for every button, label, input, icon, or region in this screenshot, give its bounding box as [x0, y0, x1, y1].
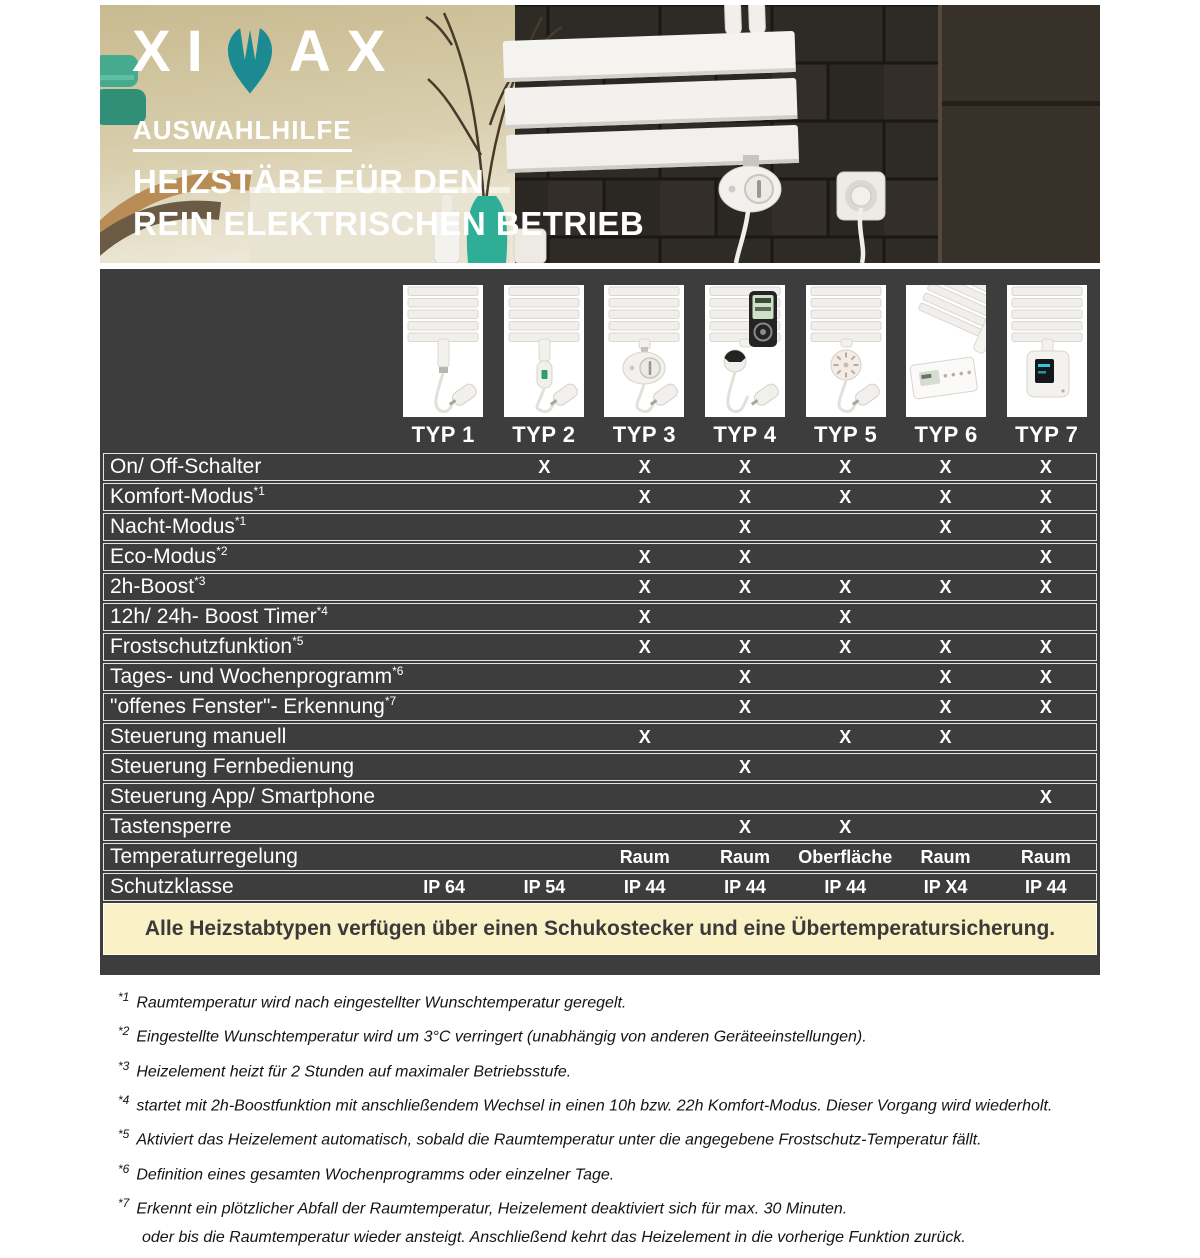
feature-label: Schutzklasse [110, 875, 234, 898]
feature-row [103, 663, 1097, 691]
feature-label: 12h/ 24h- Boost Timer$^{*4}$ [110, 604, 328, 628]
feature-cell: Raum [719, 847, 770, 867]
feature-cell [394, 844, 494, 870]
feature-row [103, 633, 1097, 661]
feature-label: Frostschutzfunktion$^{*5}$ [110, 634, 304, 658]
footnote-marker: *4 [316, 604, 328, 618]
feature-cell [494, 604, 594, 630]
feature-cell [494, 754, 594, 780]
type-label: TYP 1 [411, 422, 475, 447]
rod-with-switch-icon [504, 285, 584, 417]
feature-cell: IP 54 [523, 877, 566, 897]
feature-cell: X [1039, 577, 1052, 597]
logo-text-left: XI [132, 19, 219, 84]
footnote-line [118, 1058, 1100, 1080]
feature-cell: X [738, 697, 751, 717]
feature-cell: X [638, 607, 651, 627]
feature-row [103, 453, 1097, 481]
feature-cell: X [1039, 787, 1052, 807]
feature-cell [595, 694, 695, 720]
footnote-text: Heizelement heizt für 2 Stunden auf maximaler Betriebsstufe. [136, 1062, 572, 1080]
feature-cell: X [1039, 547, 1052, 567]
product-image-row [103, 285, 1097, 417]
feature-label: Tastensperre [110, 815, 232, 838]
feature-cell [494, 484, 594, 510]
feature-cell: IP 44 [623, 877, 666, 897]
feature-label: On/ Off-Schalter [110, 455, 262, 478]
ximax-logo [132, 21, 401, 99]
product-image-typ-7 [1007, 285, 1087, 417]
feature-cell [595, 664, 695, 690]
feature-cell: Raum [619, 847, 670, 867]
feature-cell: X [738, 547, 751, 567]
feature-row [103, 543, 1097, 571]
footnote-text: Erkennt ein plötzlicher Abfall der Raumtemperatur, Heizelement deaktiviert sich für max. 30 Minuten. [136, 1200, 848, 1218]
feature-row [103, 813, 1097, 841]
feature-cell [494, 634, 594, 660]
footnote-marker: *7 [118, 1195, 130, 1210]
feature-row [103, 693, 1097, 721]
feature-cell [895, 814, 995, 840]
feature-cell [394, 694, 494, 720]
footnote-marker: *3 [194, 574, 206, 588]
feature-cell: X [738, 757, 751, 777]
feature-cell: X [839, 637, 852, 657]
feature-cell: X [638, 487, 651, 507]
type-label: TYP 6 [914, 422, 978, 447]
product-image-typ-1 [403, 285, 483, 417]
eyebrow-auswahlhilfe: AUSWAHLHILFE [133, 115, 352, 152]
feature-cell [895, 784, 995, 810]
feature-cell [394, 514, 494, 540]
footnote-marker: *1 [253, 484, 265, 498]
feature-cell: X [839, 457, 852, 477]
footnote-marker: *1 [118, 990, 130, 1004]
feature-cell [895, 754, 995, 780]
product-image-typ-2 [504, 285, 584, 417]
feature-cell: X [1039, 697, 1052, 717]
feature-cell [996, 814, 1096, 840]
footnote-text: oder bis die Raumtemperatur wieder ansteigt. Anschließend kehrt das Heizelement in die vorherige Funktion zurück. [142, 1229, 966, 1247]
feature-cell [394, 574, 494, 600]
footnote-marker: *3 [118, 1058, 130, 1073]
feature-cell [394, 454, 494, 480]
feature-cell: X [1039, 487, 1052, 507]
feature-label: Tages- und Wochenprogramm$^{*6}$ [110, 664, 404, 688]
footnote-line [118, 989, 1100, 1011]
feature-cell [394, 544, 494, 570]
footnote-line [118, 1023, 1100, 1045]
feature-cell [695, 604, 795, 630]
feature-cell [895, 604, 995, 630]
feature-cell: X [839, 607, 852, 627]
product-image-typ-6 [906, 285, 986, 417]
feature-cell: Raum [1020, 847, 1071, 867]
feature-cell: X [738, 517, 751, 537]
footnote-marker: *2 [216, 544, 228, 558]
round-unit-remote-icon [705, 285, 785, 417]
feature-cell [394, 784, 494, 810]
square-smart-unit-icon [1007, 285, 1087, 417]
oval-dial-unit-icon [604, 285, 684, 417]
footnote-text: startet mit 2h-Boostfunktion mit anschließendem Wechsel in einen 10h bzw. 22h Komfort-Modus. Dieser Vorgang wird wiederholt. [136, 1097, 1053, 1115]
feature-label: "offenes Fenster"- Erkennung$^{*7}$ [110, 694, 397, 718]
thermostat-dial-icon [806, 285, 886, 417]
control-panel-icon [906, 285, 986, 417]
feature-row [103, 513, 1097, 541]
feature-cell [895, 544, 995, 570]
footnote-line [118, 1161, 1100, 1183]
footnote-marker: *5 [118, 1127, 130, 1142]
feature-cell [795, 754, 895, 780]
feature-cell: X [738, 577, 751, 597]
feature-cell: Raum [920, 847, 971, 867]
feature-cell [394, 814, 494, 840]
footnote-marker: *7 [384, 694, 397, 708]
footnote-text: Eingestellte Wunschtemperatur wird um 3°C verringert (unabhängig von anderen Geräteeinstellungen). [136, 1028, 867, 1046]
feature-cell [494, 664, 594, 690]
feature-cell [595, 754, 695, 780]
feature-label: Steuerung App/ Smartphone [110, 785, 376, 808]
footnote-text: Raumtemperatur wird nach eingestellter Wunschtemperatur geregelt. [136, 994, 627, 1012]
feature-cell [695, 724, 795, 750]
product-image-typ-4 [705, 285, 785, 417]
feature-cell: X [839, 487, 852, 507]
feature-cell [996, 604, 1096, 630]
feature-cell: X [839, 817, 852, 837]
feature-cell [494, 514, 594, 540]
feature-cell: X [939, 487, 952, 507]
info-banner: Alle Heizstabtypen verfügen über einen Schukostecker und eine Übertemperatursicherung. [103, 903, 1097, 955]
footnote-marker: *1 [234, 514, 247, 528]
feature-cell: X [638, 547, 651, 567]
feature-label: Eco-Modus$^{*2}$ [110, 544, 228, 568]
product-image-typ-3 [604, 285, 684, 417]
feature-row [103, 783, 1097, 811]
feature-cell: X [839, 577, 852, 597]
feature-cell: X [939, 637, 952, 657]
feature-cell [394, 754, 494, 780]
feature-cell: X [738, 487, 751, 507]
feature-label: Steuerung Fernbedienung [110, 755, 355, 778]
feature-cell [494, 544, 594, 570]
feature-cell: X [1039, 457, 1052, 477]
footnote-line [118, 1092, 1100, 1114]
footnote-marker: *2 [118, 1024, 130, 1039]
feature-cell [394, 634, 494, 660]
feature-row [103, 603, 1097, 631]
feature-label: Komfort-Modus$^{*1}$ [110, 484, 265, 508]
feature-cell [695, 784, 795, 810]
type-label: TYP 3 [612, 422, 677, 447]
feature-cell [996, 754, 1096, 780]
feature-cell: IP 44 [824, 877, 867, 897]
feature-row [103, 843, 1097, 871]
footnote-marker: *5 [292, 634, 304, 648]
feature-cell: IP 44 [724, 877, 766, 897]
footnote-marker: *4 [118, 1092, 130, 1107]
footnote-marker: *6 [118, 1161, 130, 1176]
comparison-table [100, 269, 1100, 975]
feature-cell [394, 604, 494, 630]
hero-titles [133, 115, 644, 245]
feature-cell: IP 44 [1024, 877, 1067, 897]
feature-cell: X [939, 667, 952, 687]
type-label: TYP 7 [1015, 422, 1079, 447]
feature-cell [394, 484, 494, 510]
logo-text-right: AX [288, 19, 402, 84]
feature-cell [795, 694, 895, 720]
feature-label: Temperaturregelung [110, 845, 298, 868]
feature-label: Steuerung manuell [110, 725, 287, 748]
footnote-text: Aktiviert das Heizelement automatisch, sobald die Raumtemperatur unter die angegebene Frostschutz-Temperatur fällt. [136, 1131, 982, 1149]
feature-cell: X [1039, 667, 1052, 687]
feature-cell [795, 514, 895, 540]
feature-rows [103, 453, 1097, 901]
feature-cell [394, 664, 494, 690]
feature-row [103, 753, 1097, 781]
feature-cell: X [939, 457, 952, 477]
feature-cell [494, 844, 594, 870]
feature-cell: X [538, 457, 551, 477]
hero-photo [100, 5, 1100, 263]
feature-cell: X [638, 637, 651, 657]
feature-cell: X [638, 577, 651, 597]
product-image-typ-5 [806, 285, 886, 417]
feature-cell: IP 64 [423, 877, 465, 897]
feature-cell: X [638, 457, 651, 477]
feature-cell [595, 814, 695, 840]
feature-cell: X [939, 697, 952, 717]
feature-cell: X [738, 817, 751, 837]
feature-cell [494, 574, 594, 600]
feature-cell: X [939, 727, 952, 747]
footnote-marker: *6 [392, 664, 404, 678]
feature-row [103, 723, 1097, 751]
feature-cell: IP X4 [923, 877, 968, 897]
feature-cell [394, 724, 494, 750]
type-label-row [103, 417, 1097, 453]
feature-cell [494, 724, 594, 750]
feature-cell: Oberfläche [798, 847, 893, 867]
feature-cell [494, 814, 594, 840]
footnote-line [118, 1229, 1100, 1246]
feature-cell [595, 514, 695, 540]
feature-row [103, 483, 1097, 511]
feature-cell [795, 544, 895, 570]
footnote-line [118, 1126, 1100, 1148]
cabinet [938, 5, 1100, 263]
feature-cell [595, 784, 695, 810]
feature-cell [795, 784, 895, 810]
plain-rod-icon [403, 285, 483, 417]
feature-label: Nacht-Modus$^{*1}$ [110, 514, 247, 538]
feature-cell: X [638, 727, 651, 747]
footnote-line [118, 1195, 1100, 1217]
feature-cell [996, 724, 1096, 750]
type-label: TYP 5 [813, 422, 878, 447]
type-label: TYP 2 [512, 422, 576, 447]
ximax-drop-m-icon [221, 21, 279, 99]
title-line-1: HEIZSTÄBE FÜR DEN [133, 163, 485, 200]
brochure-page [100, 0, 1100, 1258]
feature-row [103, 873, 1097, 901]
footnote-text: Definition eines gesamten Wochenprogramms oder einzelner Tage. [136, 1165, 615, 1183]
feature-cell: X [939, 577, 952, 597]
title-line-2: REIN ELEKTRISCHEN BETRIEB [133, 205, 645, 242]
footnotes [118, 989, 1100, 1246]
feature-cell: X [939, 517, 952, 537]
feature-row [103, 573, 1097, 601]
feature-cell [795, 664, 895, 690]
feature-cell [494, 694, 594, 720]
feature-cell: X [1039, 637, 1052, 657]
feature-cell [494, 784, 594, 810]
type-label: TYP 4 [713, 422, 777, 447]
feature-cell: X [738, 457, 751, 477]
feature-cell: X [738, 667, 751, 687]
feature-label: 2h-Boost$^{*3}$ [110, 574, 206, 598]
feature-cell: X [1039, 517, 1052, 537]
feature-cell: X [839, 727, 852, 747]
feature-cell: X [738, 637, 751, 657]
